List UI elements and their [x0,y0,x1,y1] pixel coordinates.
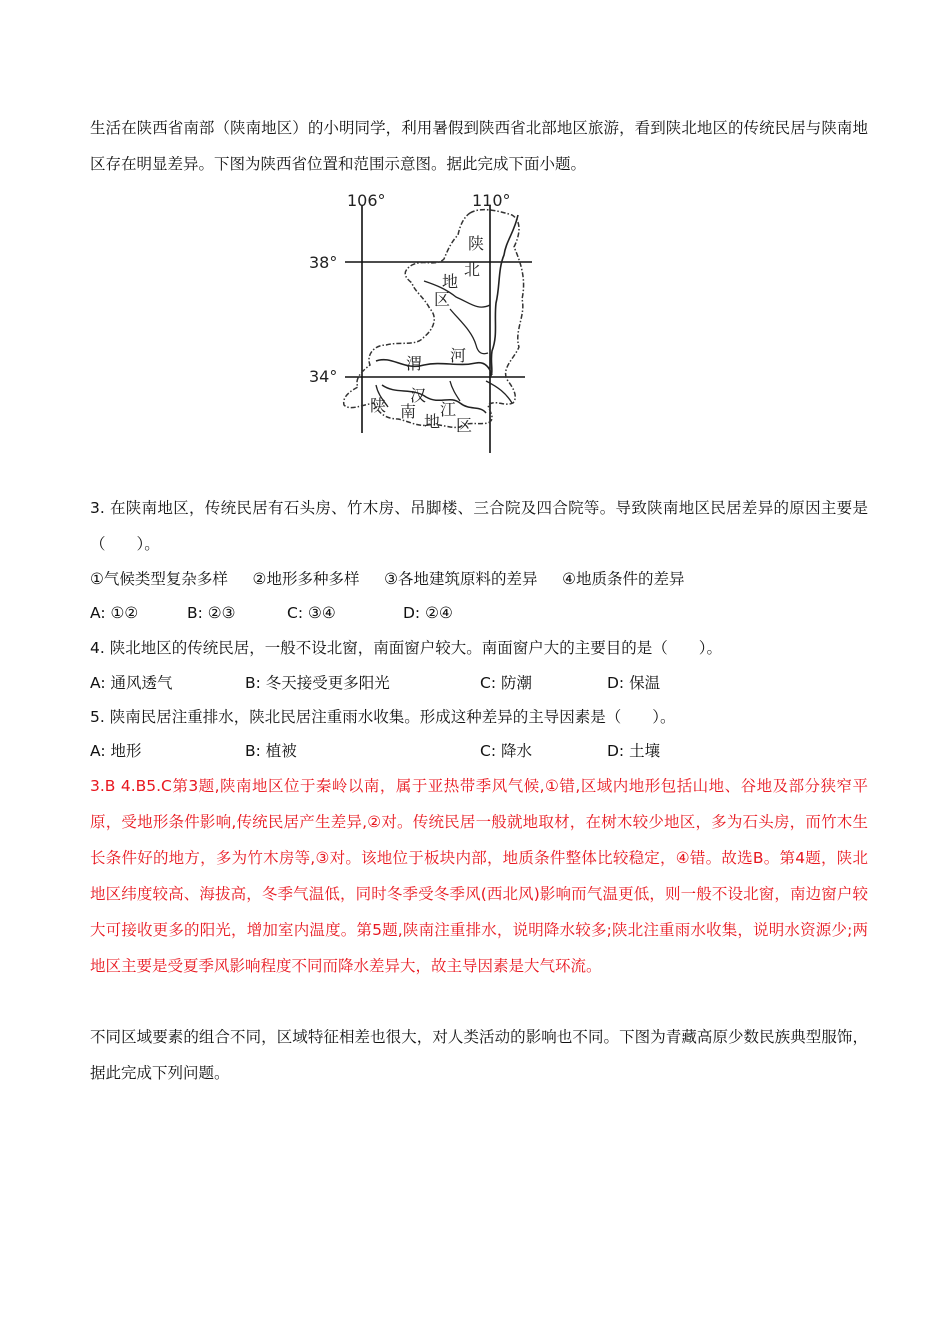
south-branch-2 [450,381,460,401]
map-char: 陕 [468,234,485,253]
lat-label-bottom: 34° [309,367,338,386]
lat-label-top: 38° [309,253,338,272]
statement: ④地质条件的差异 [562,570,685,588]
next-section-intro: 不同区域要素的组合不同，区域特征相差也很大，对人类活动的影响也不同。下图为青藏高原少数民族典型服饰，据此完成下列问题。 [90,1028,868,1082]
statement: ③各地建筑原料的差异 [384,570,538,588]
province-boundary [344,210,524,428]
wei-river [376,360,492,375]
yellow-river [490,215,518,377]
question-3-stem: 3. 在陕南地区，传统民居有石头房、竹木房、吊脚楼、三合院及四合院等。导致陕南地区民居差异的原因主要是（ ）。 [90,499,868,553]
q5-option-b[interactable]: B: 植被 [245,742,297,760]
q4-option-a[interactable]: A: 通风透气 [90,674,173,692]
map-char: 河 [450,346,467,365]
map-char: 南 [400,402,417,421]
han-river [382,385,486,413]
q5-option-c[interactable]: C: 降水 [480,742,532,760]
lon-label-left: 106° [347,191,386,210]
statement: ②地形多种多样 [252,570,360,588]
map-char: 陕 [370,396,387,415]
q5-option-a[interactable]: A: 地形 [90,742,142,760]
q3-option-a[interactable]: A: ①② [90,604,139,622]
map-char: 渭 [406,354,423,373]
statement: ①气候类型复杂多样 [90,570,228,588]
question-5-stem: 5. 陕南民居注重排水，陕北民居注重雨水收集。形成这种差异的主导因素是（ ）。 [90,708,676,726]
q5-option-d[interactable]: D: 土壤 [607,742,661,760]
answer-explanation: 3.B 4.B5.C第3题,陕南地区位于秦岭以南，属于亚热带季风气候,①错,区域内地形包括山地、谷地及部分狭窄平原，受地形条件影响,传统民居产生差异,②对。传统民居一般就地取材，在树木较少地区，多为石头房，而竹木生长条件好的地方，多为竹木房等,③对。该地位于板块内部，地质条件整体比较稳定，④错。故选B。第4题，陕北地区纬度较高、海拔高，冬季气温低，同时冬季受冬季风(西北风)影响而气温更低，则一般不设北窗，南边窗户较大可接收更多的阳光，增加室内温度。第5题,陕南注重排水，说明降水较多;陕北注重雨水收集，说明水资源少;两地区主要是受夏季风影响程度不同而降水差异大，故主导因素是大气环流。 [90,777,868,975]
q3-option-c[interactable]: C: ③④ [287,604,336,622]
intro-paragraph: 生活在陕西省南部（陕南地区）的小明同学，利用暑假到陕西省北部地区旅游，看到陕北地区的传统民居与陕南地区存在明显差异。下图为陕西省位置和范围示意图。据此完成下面小题。 [90,119,868,173]
map-char: 北 [464,260,481,279]
question-3-statements [90,567,685,591]
q3-option-b[interactable]: B: ②③ [187,604,236,622]
q4-option-d[interactable]: D: 保温 [607,674,661,692]
question-4-stem: 4. 陕北地区的传统民居，一般不设北窗，南面窗户较大。南面窗户大的主要目的是（ ）。 [90,639,722,657]
map-char: 区 [434,290,451,309]
map-char: 区 [456,416,473,435]
shaanxi-map [300,185,550,460]
q4-option-b[interactable]: B: 冬天接受更多阳光 [245,674,390,692]
q3-option-d[interactable]: D: ②④ [403,604,453,622]
lon-label-right: 110° [472,191,511,210]
q4-option-c[interactable]: C: 防潮 [480,674,532,692]
map-char: 汉 [410,386,427,405]
map-char: 地 [424,412,441,431]
map-char: 江 [440,400,457,419]
map-char: 地 [442,272,459,291]
